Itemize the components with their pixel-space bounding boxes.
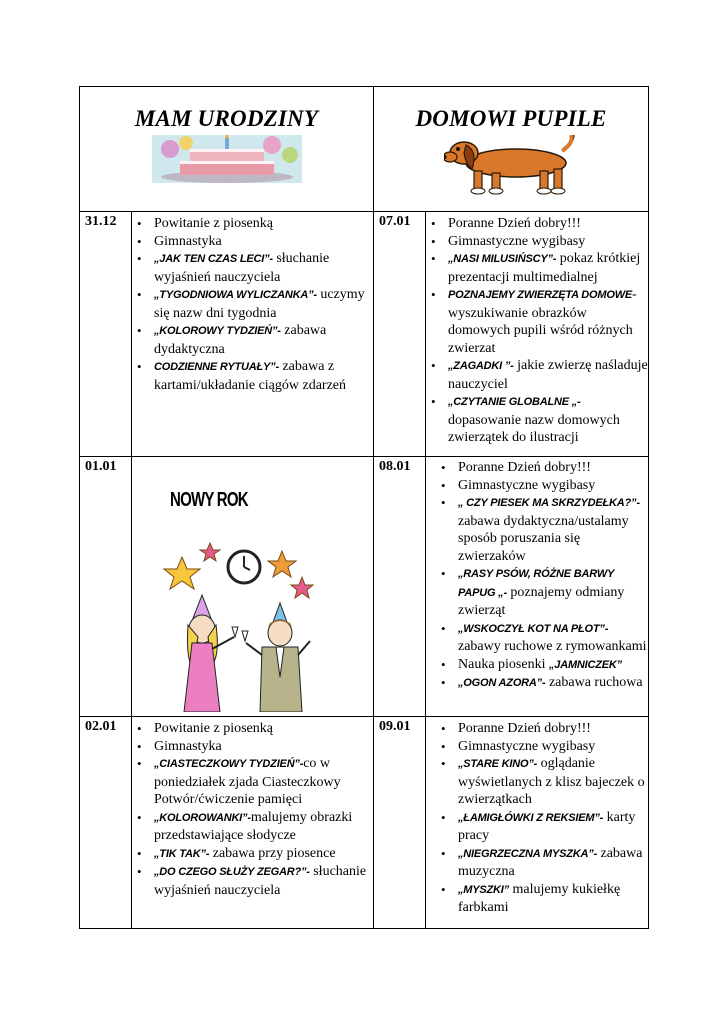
activity-item <box>132 845 372 864</box>
activity-text: zabawa dydaktyczna/ustalamy sposób poruszania się zwierzaków <box>458 513 629 564</box>
activity-text: słuchanie wyjaśnień nauczyciela <box>154 864 367 898</box>
activity-highlight: „CZYTANIE GLOBALNE „- <box>448 396 581 408</box>
date-cell: 01.01 <box>85 459 117 474</box>
activity-highlight: „JAK TEN CZAS LECI”- <box>154 253 273 265</box>
activity-text: zabawa z kartami/układanie ciągów zdarzeń <box>154 359 347 393</box>
activity-item <box>132 720 372 738</box>
date-cell: 08.01 <box>379 459 411 474</box>
activity-highlight: „CIASTECZKOWY TYDZIEŃ”- <box>154 758 304 770</box>
activity-item <box>132 215 372 233</box>
activity-highlight: „TIK TAK”- <box>154 847 210 860</box>
header-right-cell <box>374 87 648 211</box>
schedule-table <box>79 86 649 929</box>
activity-text: uczymy się nazw dni tygodnia <box>154 287 365 321</box>
activity-text: Poranne Dzień dobry!!! <box>458 460 591 475</box>
activity-item <box>426 357 648 393</box>
activity-highlight: „NASI MILUSIŃSCY”- <box>448 253 557 265</box>
activity-text: Gimnastyka <box>154 738 222 754</box>
activity-text: zabawa dydaktyczna <box>154 323 327 357</box>
activity-item <box>426 215 648 233</box>
activity-text: karty pracy <box>458 809 636 843</box>
date-cell: 02.01 <box>85 719 117 734</box>
activity-item <box>436 755 648 809</box>
activity-text: jakie zwierzę naśladuje nauczyciel <box>448 358 648 392</box>
activity-item <box>132 863 372 899</box>
activity-highlight: „ZAGADKI ”- <box>448 360 514 372</box>
activity-text: -wyszukiwanie obrazków domowych pupili wśród różnych zwierzat <box>448 287 637 356</box>
activity-highlight: „TYGODNIOWA WYLICZANKA”- <box>154 289 317 301</box>
new-year-cell <box>132 457 373 716</box>
activity-item <box>426 233 648 251</box>
activity-item <box>436 674 648 693</box>
activity-item <box>436 656 648 675</box>
activity-item <box>436 620 648 656</box>
activity-text: poznajemy odmiany zwierząt <box>458 584 625 618</box>
activity-text: Powitanie z piosenką <box>154 721 273 736</box>
activity-item <box>436 477 648 495</box>
activity-text: zabawy ruchowe z rymowankami <box>458 639 647 654</box>
activity-text: Poranne Dzień dobry!!! <box>448 216 581 231</box>
activity-text: dopasowanie nazw domowych zwierzątek do ilustracji <box>448 412 620 445</box>
activity-highlight: „KOLOROWANKI”- <box>154 811 251 824</box>
header-left-cell <box>80 87 373 211</box>
activity-text: Gimnastyka <box>154 233 222 249</box>
activity-item <box>426 393 648 447</box>
dachshund-dog-icon <box>444 135 584 197</box>
activity-highlight: „OGON AZORA”- <box>458 677 546 689</box>
header-title-left: MAM URODZINY <box>134 106 319 131</box>
activity-text: Powitanie z piosenką <box>154 216 273 231</box>
activity-highlight: „DO CZEGO SŁUŻY ZEGAR?”- <box>154 866 310 878</box>
activities-cell <box>436 459 648 716</box>
activity-item <box>436 720 648 738</box>
activity-text: zabawa muzyczna <box>458 845 643 879</box>
activity-item <box>436 809 648 845</box>
activity-highlight: „KOLOROWY TYDZIEŃ”- <box>154 325 281 337</box>
new-year-title: NOWY ROK <box>170 489 248 511</box>
activity-text: co w poniedziałek zjada Ciasteczkowy Potwór/ćwiczenie pamięci <box>154 756 341 807</box>
activity-item <box>132 233 372 251</box>
activity-item <box>132 809 372 845</box>
activity-highlight: „ŁAMIGŁÓWKI Z REKSIEM”- <box>458 811 604 824</box>
activity-text: oglądanie wyświetlanych z klisz bajeczek o zwierzątkach <box>458 756 645 807</box>
new-year-party-couple-icon <box>162 537 322 712</box>
activities-cell <box>132 215 372 394</box>
activity-item <box>132 738 372 756</box>
activity-item <box>436 845 648 881</box>
activity-item <box>132 250 372 286</box>
activity-text: Gimnastyczne wygibasy <box>458 477 596 493</box>
date-cell: 09.01 <box>379 719 411 734</box>
activity-item <box>436 738 648 756</box>
activity-item <box>132 358 372 394</box>
activity-text: zabawa przy piosence <box>209 845 336 861</box>
activity-highlight: „WSKOCZYŁ KOT NA PŁOT”- <box>458 622 609 635</box>
activity-text: Gimnastyczne wygibasy <box>458 738 596 754</box>
activity-highlight: POZNAJEMY ZWIERZĘTA DOMOWE <box>448 289 633 301</box>
activity-text: Nauka piosenki <box>458 656 549 672</box>
birthday-cake-icon <box>152 135 302 183</box>
activity-item <box>132 755 372 809</box>
activity-highlight: „MYSZKI” <box>458 883 509 896</box>
activity-highlight: „ CZY PIESEK MA SKRZYDEŁKA?”- <box>458 497 640 509</box>
date-cell: 31.12 <box>85 214 117 229</box>
activity-highlight: „STARE KINO”- <box>458 758 538 770</box>
activity-item <box>132 286 372 322</box>
activity-highlight: CODZIENNE RYTUAŁY”- <box>154 361 279 373</box>
activity-item <box>436 565 648 620</box>
header-title-right: DOMOWI PUPILE <box>415 106 607 131</box>
activities-cell <box>436 720 648 928</box>
activity-text: malujemy obrazki przedstawiające słodycze <box>154 809 353 843</box>
activity-item <box>426 250 648 286</box>
activity-highlight: „NIEGRZECZNA MYSZKA”- <box>458 847 597 860</box>
activity-item <box>436 494 648 565</box>
activity-text: malujemy kukiełkę farbkami <box>458 881 621 915</box>
activity-text: pokaz krótkiej prezentacji multimedialnej <box>448 251 641 285</box>
activity-text: słuchanie wyjaśnień nauczyciela <box>154 251 330 285</box>
activity-item <box>436 459 648 477</box>
activity-item <box>426 286 648 357</box>
activity-item <box>132 322 372 358</box>
activities-cell <box>132 720 372 928</box>
activity-text: Poranne Dzień dobry!!! <box>458 721 591 736</box>
activity-highlight: „JAMNICZEK” <box>548 658 622 671</box>
activities-cell <box>426 215 648 456</box>
activity-text: zabawa ruchowa <box>545 675 643 690</box>
activity-highlight: „RASY PSÓW, RÓŻNE BARWY PAPUG „- <box>458 568 614 599</box>
activity-item <box>436 881 648 917</box>
date-cell: 07.01 <box>379 214 411 229</box>
activity-text: Gimnastyczne wygibasy <box>448 233 586 249</box>
